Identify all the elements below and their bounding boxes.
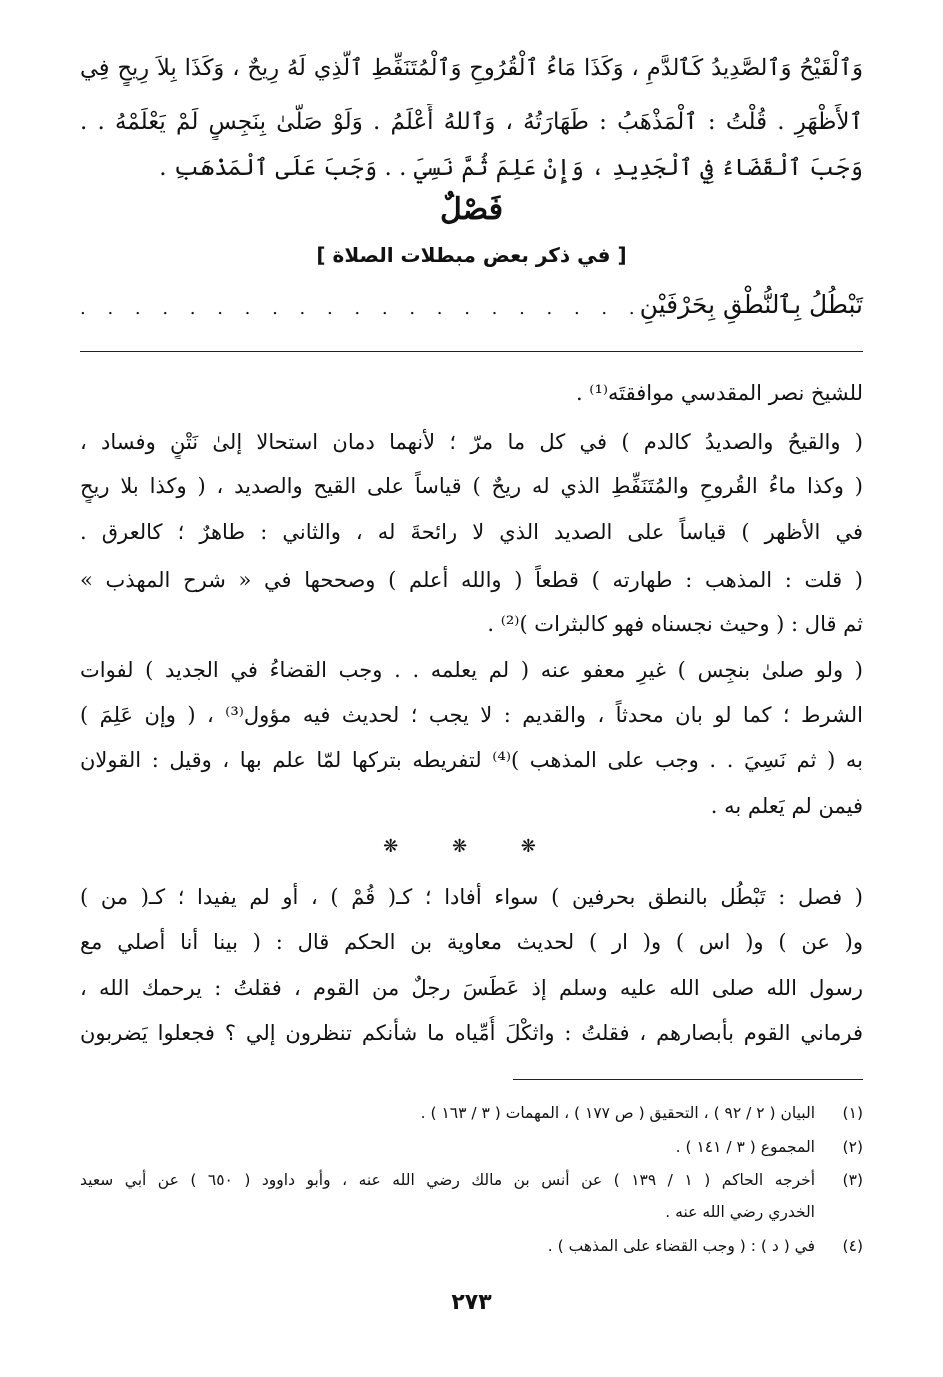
section-divider-stars: ❋ ❋ ❋ xyxy=(383,836,560,857)
matn-line-2: ٱلأَظْهَرِ . قُلْتُ : ٱلْمَذْهَبُ : طَهَارَتُهُ ، وَٱللهُ أَعْلَمُ . وَلَوْ صَلَّىٰ بِنَجِسٍ لَمْ يَعْلَمْهُ . . xyxy=(80,109,863,135)
footnote-1 xyxy=(80,1099,863,1127)
section-subtitle: [ في ذكر بعض مبطلات الصلاة ] xyxy=(316,243,627,267)
commentary-line-2: ( والقيحُ والصديدُ كالدم ) في كل ما مرّ ؛ لأنهما دمان استحالا إلىٰ نَتْنٍ وفساد ، xyxy=(80,430,863,454)
footnote-number: (٤) xyxy=(842,1237,863,1255)
commentary-line-3: ( وكذا ماءُ القُروحِ والمُتَنَفِّطِ الذي له ريحٌ ) قياساً على القيح والصديد ، ( وكذا بلا ريحٍ xyxy=(80,474,863,498)
footnote-4 xyxy=(80,1232,863,1260)
fasl-commentary-line-3: رسول الله صلى الله عليه وسلم إذ عَطَسَ رجلٌ من القوم ، فقلتُ : يرحمك الله ، xyxy=(80,976,863,1000)
matn-line-3: وَجَبَ ٱلْقَضَاءُ فِي ٱلْجَدِيدِ ، وَإِنْ عَلِمَ ثُمَّ نَسِيَ . . وَجَبَ عَلَى ٱلْمَذْهَبِ . xyxy=(159,155,863,181)
fasl-heading: فَصْلٌ xyxy=(439,192,504,227)
fasl-commentary-line-1: ( فصل : تَبْطُل بالنطق بحرفين ) سواء أفادا ؛ كـ( قُمْ ) ، أو لم يفيدا ؛ كـ( من ) xyxy=(80,885,863,909)
footnote-separator-rule xyxy=(513,1079,863,1080)
footnote-number: (٢) xyxy=(842,1138,863,1156)
matn-separator-rule xyxy=(80,351,863,352)
matn-next-line: تَبْطُلُ بِٱلنُّطْقِ بِحَرْفَيْنِ xyxy=(639,290,863,319)
commentary-line-7: ( ولو صلىٰ بنجِس ) غيرِ معفو عنه ( لم يعلمه . . وجب القضاءُ في الجديد ) لفوات xyxy=(80,658,863,682)
fasl-commentary-line-2: و( عن ) و( اس ) و( ار ) لحديث معاوية بن الحكم قال : ( بينا أنا أصلي مع xyxy=(80,930,863,954)
commentary-line-4: في الأظهر ) قياساً على الصديد الذي لا رائحةَ له ، والثاني : طاهرٌ ؛ كالعرق . xyxy=(80,520,863,544)
footnote-text: المجموع ( ٣ / ١٤١ ) . xyxy=(675,1138,815,1156)
commentary-line-6: ثم قال : ( وحيث نجسناه فهو كالبثرات )⁽²⁾ . xyxy=(487,612,863,636)
footnote-number: (١) xyxy=(842,1104,863,1122)
fasl-commentary-line-4: فرماني القوم بأبصارهم ، فقلتُ : واثكْلَ أُمِّياه ما شأنكم تنظرون إلي ؟ فجعلوا يَضربون xyxy=(80,1021,863,1045)
footnote-text: في ( د ) : ( وجب القضاء على المذهب ) . xyxy=(547,1237,815,1255)
footnote-text: أخرجه الحاكم ( ١ / ١٣٩ ) عن أنس بن مالك رضي الله عنه ، وأبو داوود ( ٦٥٠ ) عن أبي سعيد xyxy=(80,1171,815,1189)
footnote-2 xyxy=(80,1133,863,1161)
footnote-3-continued xyxy=(80,1198,863,1226)
page-number: ٢٧٣ xyxy=(451,1290,492,1315)
footnote-3 xyxy=(80,1166,863,1194)
matn-line-1: وَٱلْقَيْحُ وَٱلصَّدِيدُ كَٱلدَّمِ ، وَكَذَا مَاءُ ٱلْقُرُوحِ وَٱلْمُتَنَفِّطِ ٱلَّذِي لَهُ رِيحٌ ، وَكَذَا بِلاَ رِيحٍ فِي xyxy=(80,55,863,81)
commentary-line-9: به ( ثم نَسِيَ . . وجب على المذهب )⁽⁴⁾ لتفريطه بتركها لمّا علم بها ، وقيل : القولان xyxy=(80,748,863,772)
footnote-text: البيان ( ٢ / ٩٢ ) ، التحقيق ( ص ١٧٧ ) ، المهمات ( ٣ / ١٦٣ ) . xyxy=(420,1104,815,1122)
dotted-leader: . . . . . . . . . . . . . . . . . . . . . xyxy=(80,298,643,319)
commentary-line-5: ( قلت : المذهب : طهارته ) قطعاً ( والله أعلم ) وصححها في « شرح المهذب » xyxy=(80,568,863,592)
commentary-line-8: الشرط ؛ كما لو بان محدثاً ، والقديم : لا يجب ؛ لحديث فيه مؤول⁽³⁾ ، ( وإن عَلِمَ ) xyxy=(80,703,863,727)
footnote-text-continued: الخدري رضي الله عنه . xyxy=(665,1203,815,1221)
footnote-number: (٣) xyxy=(842,1171,863,1189)
commentary-line-1: للشيخ نصر المقدسي موافقتَه⁽¹⁾ . xyxy=(575,381,863,405)
commentary-line-10: فيمن لم يَعلم به . xyxy=(710,794,863,818)
